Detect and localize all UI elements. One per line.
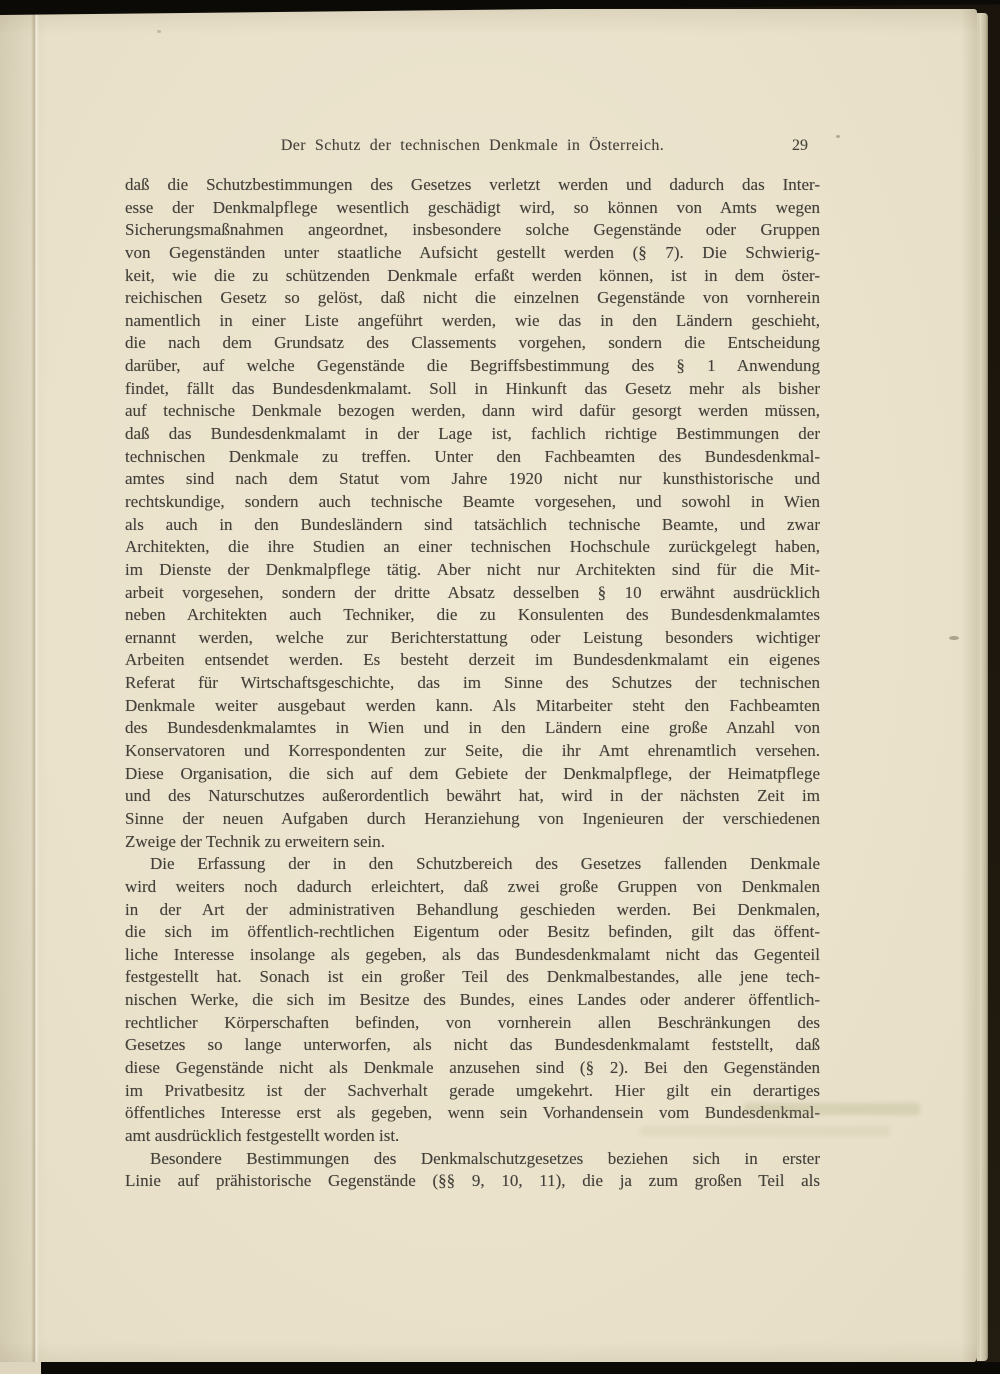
text-line: Diese Organisation, die sich auf dem Gebiete der Denkmalpflege, der Heimatpflege	[125, 763, 820, 783]
text-line: diese Gegenstände nicht als Denkmale anzusehen sind (§ 2). Bei den Gegenständen	[125, 1057, 820, 1077]
text-line: Sinne der neuen Aufgaben durch Heranziehung von Ingenieuren der verschiedenen	[125, 808, 820, 828]
text-line: ernannt werden, welche zur Berichterstattung oder Leistung besonders wichtiger	[125, 627, 820, 647]
text-line: reichischen Gesetz so gelöst, daß nicht die einzelnen Gegenstände von vornherein	[125, 288, 820, 308]
text-line: amt ausdrücklich festgestellt worden ist.	[125, 1125, 400, 1145]
text-line: des Bundesdenkmalamtes in Wien und in den Ländern eine große Anzahl von	[125, 718, 820, 738]
text-line: öffentliches Interesse erst als gegeben, wenn sein Vorhandensein vom Bundesdenkmal-	[125, 1103, 820, 1123]
running-head-title: Der Schutz der technischen Denkmale in Österreich.	[280, 137, 665, 154]
text-line: wird weiters noch dadurch erleichtert, daß zwei große Gruppen von Denkmalen	[125, 876, 820, 896]
text-line: nischen Werke, die sich im Besitze des Bundes, eines Landes oder anderer öffentlich-	[125, 990, 820, 1010]
text-line: Sicherungsmaßnahmen angeordnet, insbesondere solche Gegenstände oder Gruppen	[125, 220, 820, 240]
text-line: Die Erfassung der in den Schutzbereich des Gesetzes fallenden Denkmale	[150, 854, 820, 874]
text-line: die sich im öffentlich-rechtlichen Eigentum oder Besitz befinden, gilt das öffent-	[125, 922, 820, 942]
book-page	[0, 9, 977, 1363]
text-line: rechtlicher Körperschaften befinden, von vornherein allen Beschränkungen des	[125, 1012, 820, 1032]
gutter-crease	[31, 9, 39, 1363]
text-line: im Dienste der Denkmalpflege tätig. Aber nicht nur Architekten sind für die Mit-	[125, 559, 820, 579]
text-line: arbeit vorgesehen, sondern der dritte Absatz desselben § 10 erwähnt ausdrücklich	[125, 582, 820, 602]
text-line: Linie auf prähistorische Gegenstände (§§ 9, 10, 11), die ja zum großen Teil als	[125, 1171, 820, 1191]
text-line: findet, fällt das Bundesdenkmalamt. Soll in Hinkunft das Gesetz mehr als bisher	[125, 378, 820, 398]
text-line: festgestellt hat. Sonach ist ein großer Teil des Denkmalbestandes, alle jene tech-	[125, 967, 820, 987]
text-line: Konservatoren und Korrespondenten zur Seite, die ihr Amt ehrenamtlich versehen.	[125, 741, 820, 761]
text-line: und des Naturschutzes außerordentlich bewährt hat, wird in der nächsten Zeit im	[125, 786, 820, 806]
scan-speck	[157, 30, 161, 33]
text-line: amtes sind nach dem Statut vom Jahre 1920 nicht nur kunsthistorische und	[125, 469, 820, 489]
text-line: daß das Bundesdenkmalamt in der Lage ist, fachlich richtige Bestimmungen der	[125, 424, 820, 444]
page-header	[125, 137, 820, 161]
text-line: die nach dem Grundsatz des Classements vorgehen, sondern die Entscheidung	[125, 333, 820, 353]
text-line: Zweige der Technik zu erweitern sein.	[125, 831, 385, 851]
text-line: namentlich in einer Liste angeführt werden, wie das in den Ländern geschieht,	[125, 310, 820, 330]
text-line: neben Architekten auch Techniker, die zu Konsulenten des Bundesdenkmalamtes	[125, 605, 820, 625]
text-line: Arbeiten entsendet werden. Es besteht derzeit im Bundesdenkmalamt ein eigenes	[125, 650, 820, 670]
text-line: in der Art der administrativen Behandlung geschieden werden. Bei Denkmalen,	[125, 899, 820, 919]
text-line: rechtskundige, sondern auch technische Beamte vorgesehen, und sowohl in Wien	[125, 491, 820, 511]
text-line: von Gegenständen unter staatliche Aufsicht gestellt werden (§ 7). Die Schwierig-	[125, 242, 820, 262]
text-line: Besondere Bestimmungen des Denkmalschutzgesetzes beziehen sich in erster	[150, 1148, 820, 1168]
text-line: Gesetzes so lange unterworfen, als nicht das Bundesdenkmalamt feststellt, daß	[125, 1035, 820, 1055]
scanner-background-bottom	[41, 1362, 1000, 1374]
text-line: als auch in den Bundesländern sind tatsächlich technische Beamte, und zwar	[125, 514, 820, 534]
text-line: liche Interesse insolange als gegeben, als das Bundesdenkmalamt nicht das Gegenteil	[125, 944, 820, 964]
page-number: 29	[792, 137, 808, 154]
scan-speck	[836, 135, 840, 138]
text-line: esse der Denkmalpflege wesentlich geschädigt wird, so können von Amts wegen	[125, 197, 820, 217]
text-line: darüber, auf welche Gegenstände die Begriffsbestimmung des § 1 Anwendung	[125, 356, 820, 376]
text-line: Architekten, die ihre Studien an einer technischen Hochschule zurückgelegt haben,	[125, 537, 820, 557]
text-line: keit, wie die zu schützenden Denkmale erfaßt werden können, ist in dem öster-	[125, 265, 820, 285]
underlying-page-edge	[0, 1362, 41, 1374]
text-line: Denkmale weiter ausgebaut werden kann. Als Mitarbeiter steht den Fachbeamten	[125, 695, 820, 715]
scan-speck	[949, 636, 959, 640]
text-line: technischen Denkmale zu treffen. Unter den Fachbeamten des Bundesdenkmal-	[125, 446, 820, 466]
text-line: im Privatbesitz ist der Sachverhalt gerade umgekehrt. Hier gilt ein derartiges	[125, 1080, 820, 1100]
text-block	[125, 174, 820, 1193]
text-line: auf technische Denkmale bezogen werden, dann wird dafür gesorgt werden müssen,	[125, 401, 820, 421]
text-line: Referat für Wirtschaftsgeschichte, das im Sinne des Schutzes der technischen	[125, 673, 820, 693]
text-line: daß die Schutzbestimmungen des Gesetzes verletzt werden und dadurch das Inter-	[125, 175, 820, 194]
page-stack-edge	[977, 13, 988, 1361]
